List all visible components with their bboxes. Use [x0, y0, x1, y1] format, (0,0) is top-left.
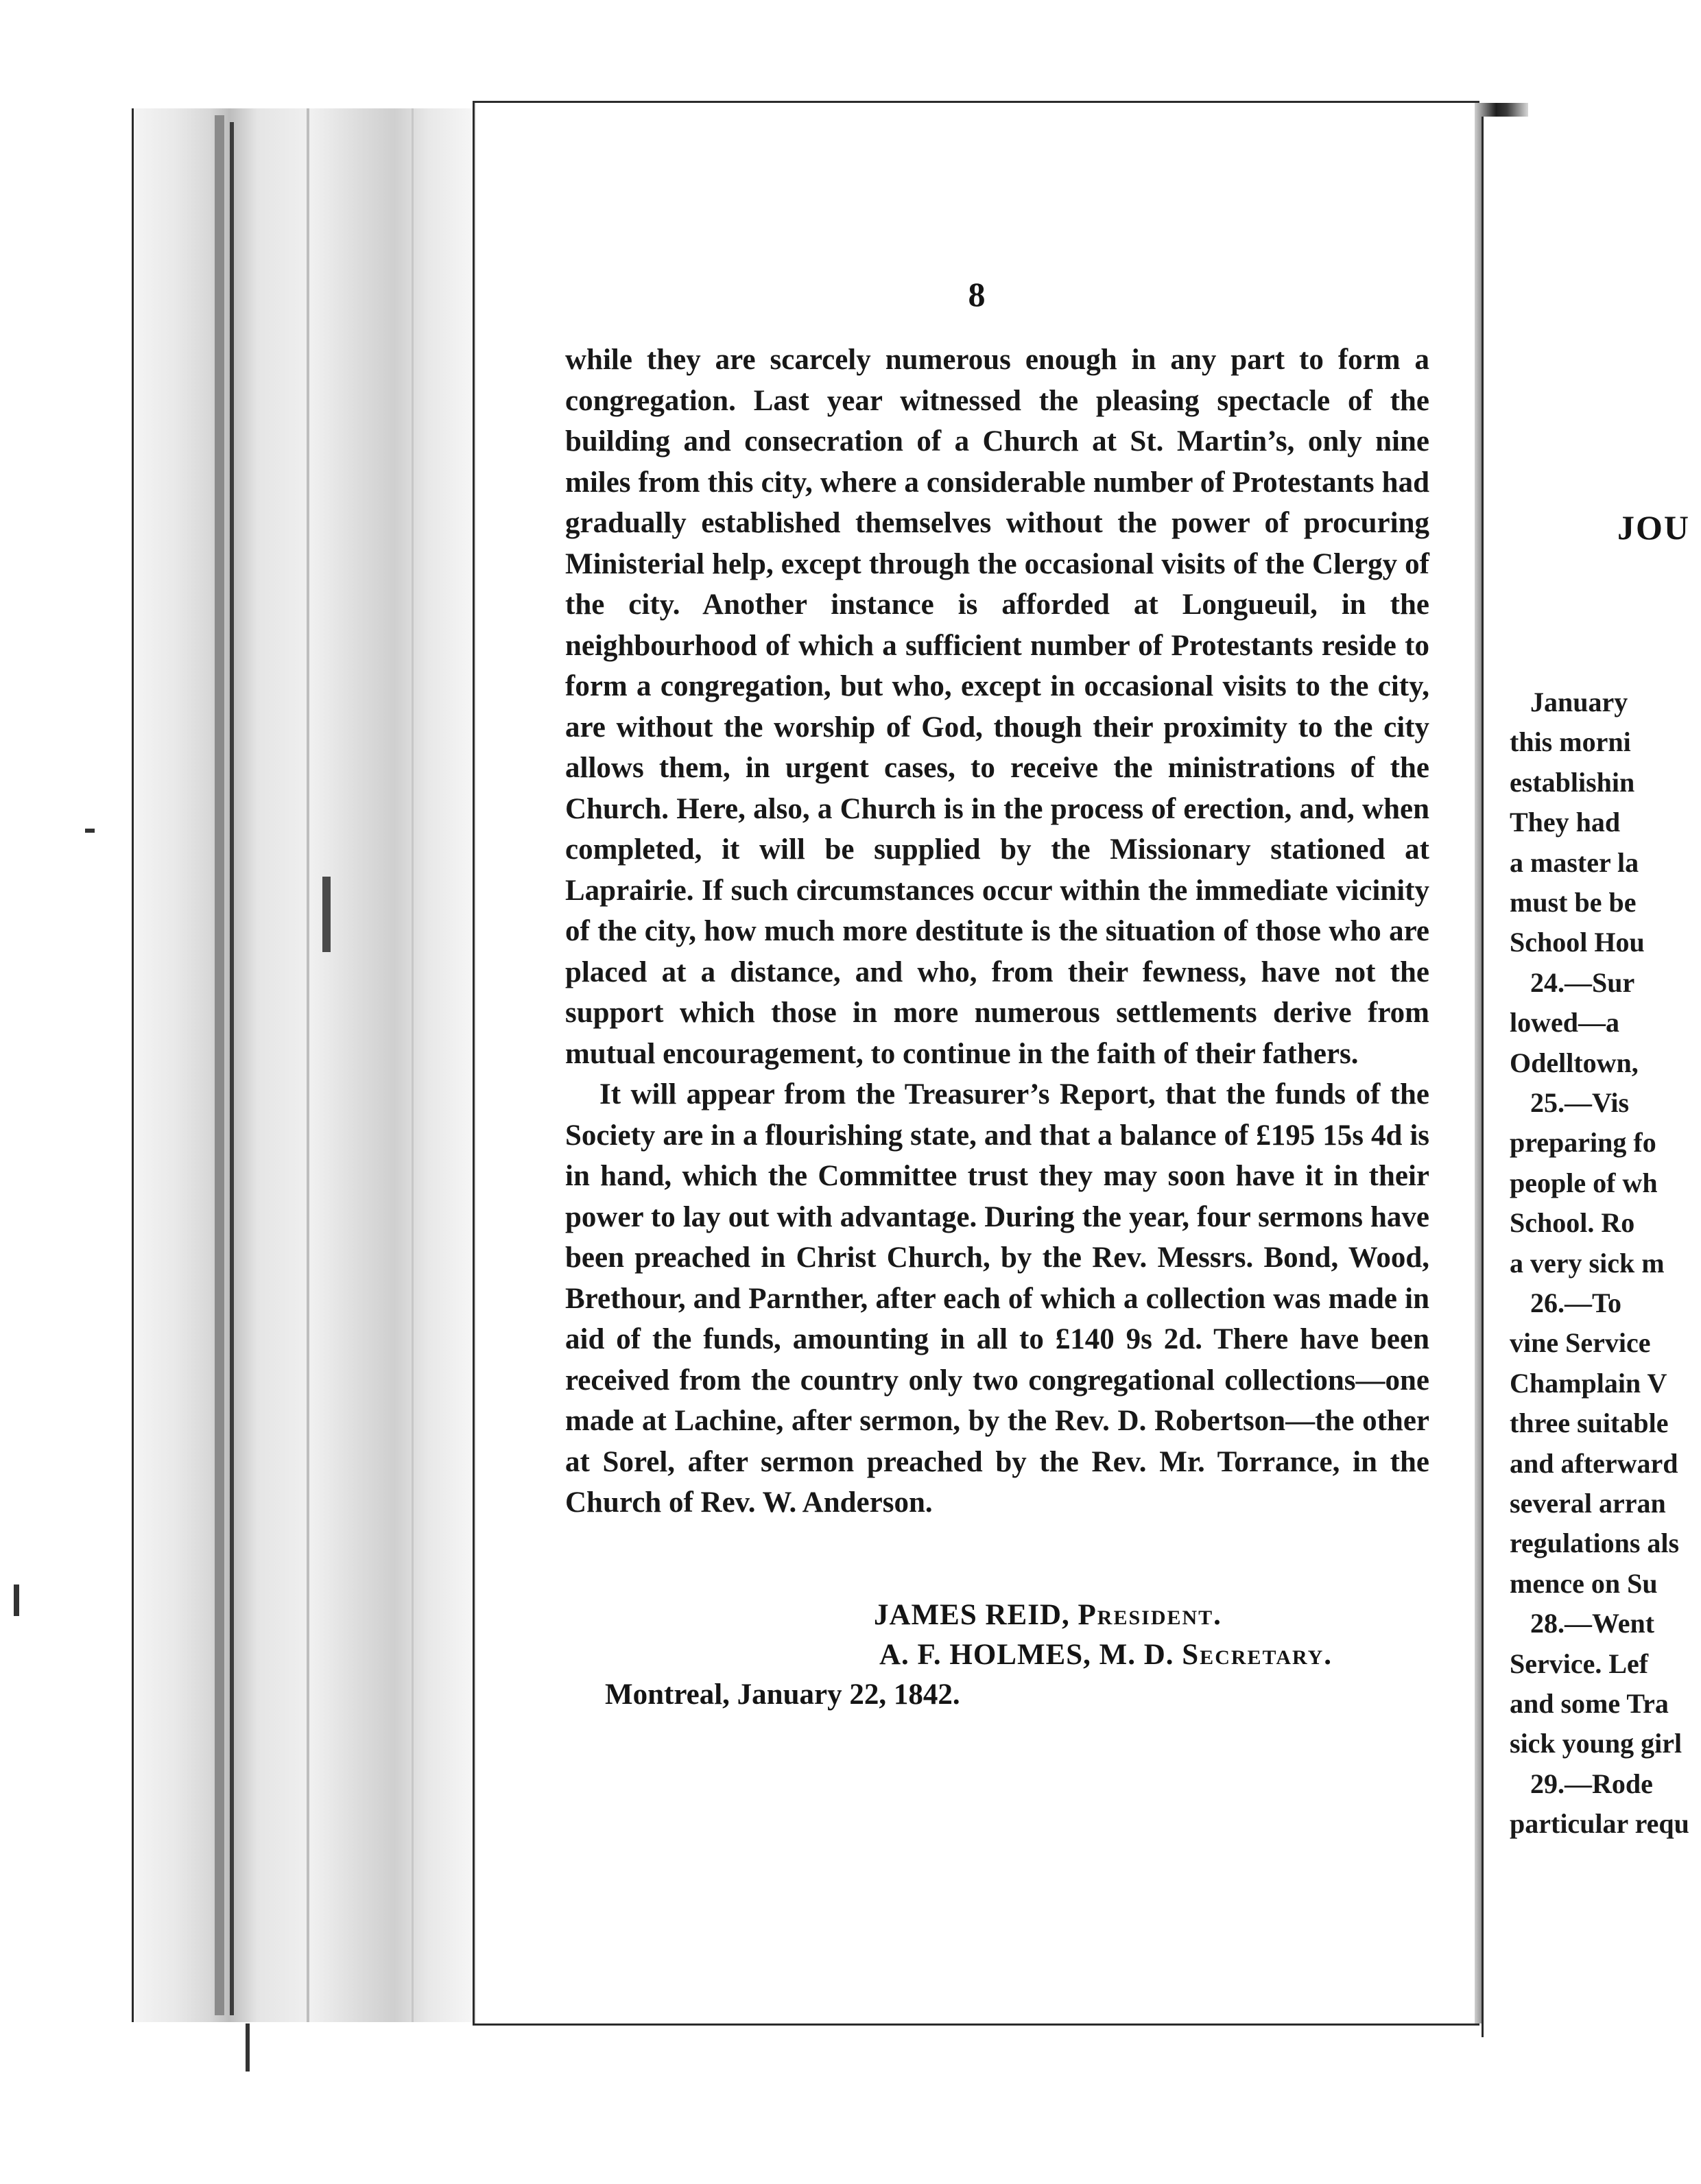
facing-page-line: 26.—To	[1530, 1287, 1622, 1318]
paragraph: while they are scarcely numerous enough in any part to form a congregation. Last year witnessed the pleasing spectacle of the building and consecration of a Church at St. Martin’s, only nine miles from this city, where a considerable number of Protestants had gradually established themselves without the power of procuring Ministerial help, except through the occasional visits of the Clergy of the city. Another instance is afforded at Longueuil, in the neighbourhood of which a sufficient number of Protestants reside to form a congregation, but who, except in occasional visits to the city, are without the worship of God, though their proximity to the city allows them, in urgent cases, to receive the ministrations of the Church. Here, also, a Church is in the process of erection, and, when completed, it will be supplied by the Missionary stationed at Laprairie. If such circumstances occur within the immediate vicinity of the city, how much more destitute is the situation of those who are placed at a distance, and who, from their fewness, have not the support which those in more numerous settlements derive from mutual encouragement, to continue in the faith of their fathers.	[565, 344, 1429, 1070]
facing-page-line: January	[1530, 687, 1628, 717]
facing-page-line: and afterward	[1510, 1447, 1678, 1479]
facing-page-line: 24.—Sur	[1530, 966, 1635, 998]
facing-page-line: must be be	[1510, 887, 1637, 918]
facing-page-line: three suitable	[1510, 1408, 1669, 1439]
facing-page-line: School Hou	[1510, 927, 1645, 958]
facing-page-line: this morni	[1510, 726, 1631, 758]
facing-page-line: Odelltown,	[1510, 1047, 1639, 1078]
facing-page-line: sick young girl	[1510, 1728, 1682, 1759]
main-page	[475, 103, 1477, 2023]
page-edge-line	[307, 108, 309, 2022]
facing-page-line: a very sick m	[1510, 1247, 1665, 1279]
secretary-signature	[879, 1638, 1333, 1672]
page-number: 8	[968, 275, 986, 313]
facing-page-heading: JOU	[1617, 508, 1690, 547]
scan-mark	[246, 2023, 250, 2072]
page-edge-shadow	[215, 115, 224, 2015]
facing-page	[1482, 117, 1701, 2037]
facing-page-line: 29.—Rode	[1530, 1768, 1653, 1799]
paragraph: It will appear from the Treasurer’s Report, that the funds of the Society are in a flourishing state, and that a balance of £195 15s 4d is in hand, which the Committee trust they may soon have it in their power to lay out with advantage. During the year, four sermons have been preached in Christ Church, by the Rev. Messrs. Bond, Wood, Brethour, and Parnther, after each of which a collection was made in aid of the funds, amounting in all to £140 9s 2d. There have been received from the country only two congregational collections—one made at Lachine, after sermon, by the Rev. D. Robertson—the other at Sorel, after sermon preached by the Rev. Mr. Torrance, in the Church of Rev. W. Anderson.	[565, 1078, 1429, 1519]
page-edge-line	[230, 122, 234, 2015]
facing-page-line: establishin	[1510, 766, 1635, 798]
facing-page-line: Service. Lef	[1510, 1648, 1649, 1679]
facing-page-line: 25.—Vis	[1530, 1087, 1630, 1118]
book-page-edges	[132, 108, 477, 2022]
president-signature	[874, 1598, 1222, 1632]
scan-mark	[85, 829, 95, 833]
scan-mark	[14, 1584, 19, 1616]
facing-page-line: and some Tra	[1510, 1688, 1669, 1719]
page-edge-mark	[322, 877, 331, 952]
secretary-name: A. F. HOLMES, M. D.	[879, 1639, 1174, 1671]
facing-page-line: lowed—a	[1510, 1007, 1619, 1038]
body-text	[565, 340, 1429, 1523]
facing-page-line: 28.—Went	[1530, 1608, 1655, 1639]
dateline: Montreal, January 22, 1842.	[605, 1678, 960, 1711]
facing-page-line: several arran	[1510, 1488, 1666, 1519]
secretary-title: Secretary.	[1182, 1639, 1333, 1671]
facing-page-line: regulations als	[1510, 1528, 1680, 1559]
page-edge-line	[412, 108, 414, 2022]
facing-page-line: particular requ	[1510, 1808, 1689, 1840]
facing-page-line: vine Service	[1510, 1327, 1651, 1359]
facing-page-line: people of wh	[1510, 1167, 1658, 1198]
facing-page-line: Champlain V	[1510, 1367, 1667, 1399]
facing-page-line: preparing fo	[1510, 1127, 1656, 1159]
facing-page-line: School. Ro	[1510, 1207, 1635, 1239]
facing-page-line: a master la	[1510, 846, 1639, 878]
president-title: President.	[1078, 1599, 1222, 1631]
facing-page-line: mence on Su	[1510, 1567, 1658, 1599]
president-name: JAMES REID,	[874, 1599, 1070, 1631]
facing-page-line: They had	[1510, 807, 1621, 838]
